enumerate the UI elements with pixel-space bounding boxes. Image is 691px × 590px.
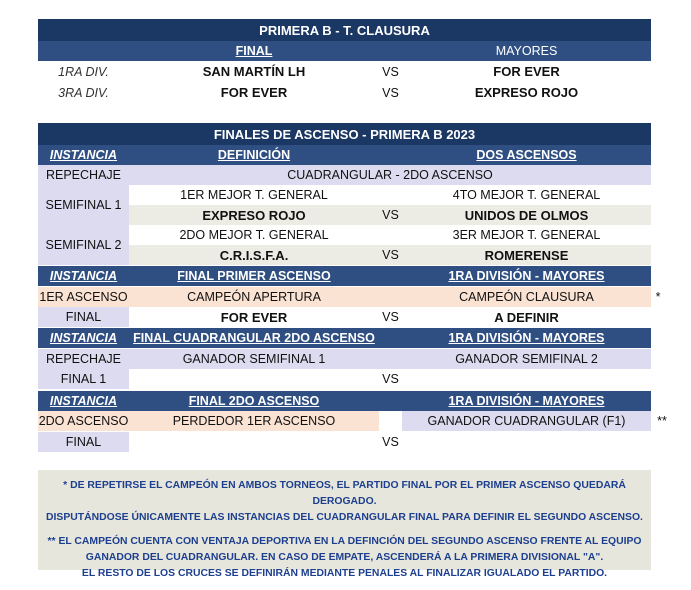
segundo-ascenso-left: PERDEDOR 1ER ASCENSO	[129, 411, 379, 431]
table1-col-final: FINAL	[235, 44, 273, 58]
semifinal2-vs: VS	[379, 245, 402, 265]
semifinal1-left-seed: 1ER MEJOR T. GENERAL	[129, 185, 379, 205]
cuadrangular-right: GANADOR SEMIFINAL 2	[402, 349, 651, 369]
primer-ascenso-gap	[379, 287, 402, 307]
footnote-2-line-3: EL RESTO DE LOS CRUCES SE DEFINIRÁN MEDIANTE PENALES AL FINALIZAR IGUALADO EL PARTIDO.	[81, 568, 608, 579]
primer-final-vs: VS	[379, 307, 402, 327]
semifinal2-right-seed: 3ER MEJOR T. GENERAL	[402, 225, 651, 245]
primer-ascenso-label: 1ER ASCENSO	[38, 287, 129, 307]
primer-ascenso-h-division: 1RA DIVISIÓN - MAYORES	[448, 269, 605, 283]
table1-row2-vs: VS	[382, 85, 399, 100]
semifinal2-label: SEMIFINAL 2	[38, 225, 129, 265]
footnote-2-line-1: ** EL CAMPEÓN CUENTA CON VENTAJA DEPORTIVA EN LA DEFINCIÓN DEL SEGUNDO ASCENSO FRENTE AL EQUIPO	[47, 536, 642, 547]
repechaje-value: CUADRANGULAR - 2DO ASCENSO	[129, 165, 651, 185]
table1-col-mayores: MAYORES	[495, 44, 558, 58]
cuadrangular-h-division: 1RA DIVISIÓN - MAYORES	[448, 331, 605, 345]
segundo-ascenso-h-division: 1RA DIVISIÓN - MAYORES	[448, 394, 605, 408]
semifinal1-vs: VS	[379, 205, 402, 225]
table2-title: FINALES DE ASCENSO - PRIMERA B 2023	[38, 123, 651, 145]
semifinal2-left-seed: 2DO MEJOR T. GENERAL	[129, 225, 379, 245]
primer-ascenso-h-instancia: INSTANCIA	[49, 269, 118, 283]
cuadrangular-left: GANADOR SEMIFINAL 1	[129, 349, 379, 369]
cuadrangular-h-title: FINAL CUADRANGULAR 2DO ASCENSO	[133, 331, 375, 345]
table2-header-definicion: DEFINICIÓN	[217, 148, 291, 162]
cuadrangular-h-instancia: INSTANCIA	[49, 331, 118, 345]
table1-title: PRIMERA B - T. CLAUSURA	[38, 19, 651, 41]
cuadrangular-final1-vs: VS	[379, 369, 402, 389]
segundo-ascenso-right: GANADOR CUADRANGULAR (F1)	[402, 411, 651, 431]
segundo-final-label: FINAL	[38, 432, 129, 452]
semifinal1-label: SEMIFINAL 1	[38, 185, 129, 225]
primer-final-label: FINAL	[38, 307, 129, 327]
cuadrangular-repechaje-label: REPECHAJE	[38, 349, 129, 369]
footnote-1-line-2: DISPUTÁNDOSE ÚNICAMENTE LAS INSTANCIAS DEL CUADRANGULAR FINAL PARA DEFINIR EL SEGUNDO ASCENSO.	[46, 512, 643, 523]
table2-header-dos-ascensos: DOS ASCENSOS	[476, 148, 577, 162]
footnote-1-line-1: * DE REPETIRSE EL CAMPEÓN EN AMBOS TORNEOS, EL PARTIDO FINAL POR EL PRIMER ASCENSO QUEDARÁ DEROGADO.	[63, 480, 626, 507]
segundo-ascenso-footnote-mark: **	[657, 414, 667, 428]
segundo-ascenso-h-instancia: INSTANCIA	[49, 394, 118, 408]
repechaje-label: REPECHAJE	[38, 165, 129, 185]
primer-ascenso-footnote-mark: *	[655, 290, 661, 304]
table2-header-instancia: INSTANCIA	[49, 148, 118, 162]
semifinal1-away: UNIDOS DE OLMOS	[402, 205, 651, 225]
primer-ascenso-left: CAMPEÓN APERTURA	[129, 287, 379, 307]
segundo-ascenso-label: 2DO ASCENSO	[38, 411, 129, 431]
semifinal1-right-seed: 4TO MEJOR T. GENERAL	[402, 185, 651, 205]
semifinal1-home: EXPRESO ROJO	[129, 205, 379, 225]
table1-row2-div: 3RA DIV.	[58, 85, 109, 100]
primer-ascenso-right: CAMPEÓN CLAUSURA	[402, 287, 651, 307]
table1-row2-home: FOR EVER	[220, 85, 288, 100]
cuadrangular-gap	[379, 349, 402, 369]
footnotes-box	[38, 470, 651, 579]
table1-row1-away: FOR EVER	[493, 64, 560, 79]
segundo-final-vs: VS	[379, 432, 402, 452]
table1-row1-vs: VS	[382, 64, 399, 79]
footnote-2-line-2: GANADOR DEL CUADRANGULAR. EN CASO DE EMPATE, ASCENDERÁ A LA PRIMERA DIVISIONAL "A".	[85, 552, 604, 563]
table1-row1-div: 1RA DIV.	[58, 64, 109, 79]
semifinal2-away: ROMERENSE	[402, 245, 651, 265]
segundo-ascenso-h-title: FINAL 2DO ASCENSO	[188, 394, 320, 408]
primer-final-home: FOR EVER	[129, 307, 379, 327]
semifinal2-home: C.R.I.S.F.A.	[129, 245, 379, 265]
primer-final-away: A DEFINIR	[402, 307, 651, 327]
table1-row1-home: SAN MARTÍN LH	[202, 64, 306, 79]
table1-row2-away: EXPRESO ROJO	[474, 85, 579, 100]
primer-ascenso-h-title: FINAL PRIMER ASCENSO	[177, 269, 331, 283]
cuadrangular-final1-label: FINAL 1	[38, 369, 129, 389]
